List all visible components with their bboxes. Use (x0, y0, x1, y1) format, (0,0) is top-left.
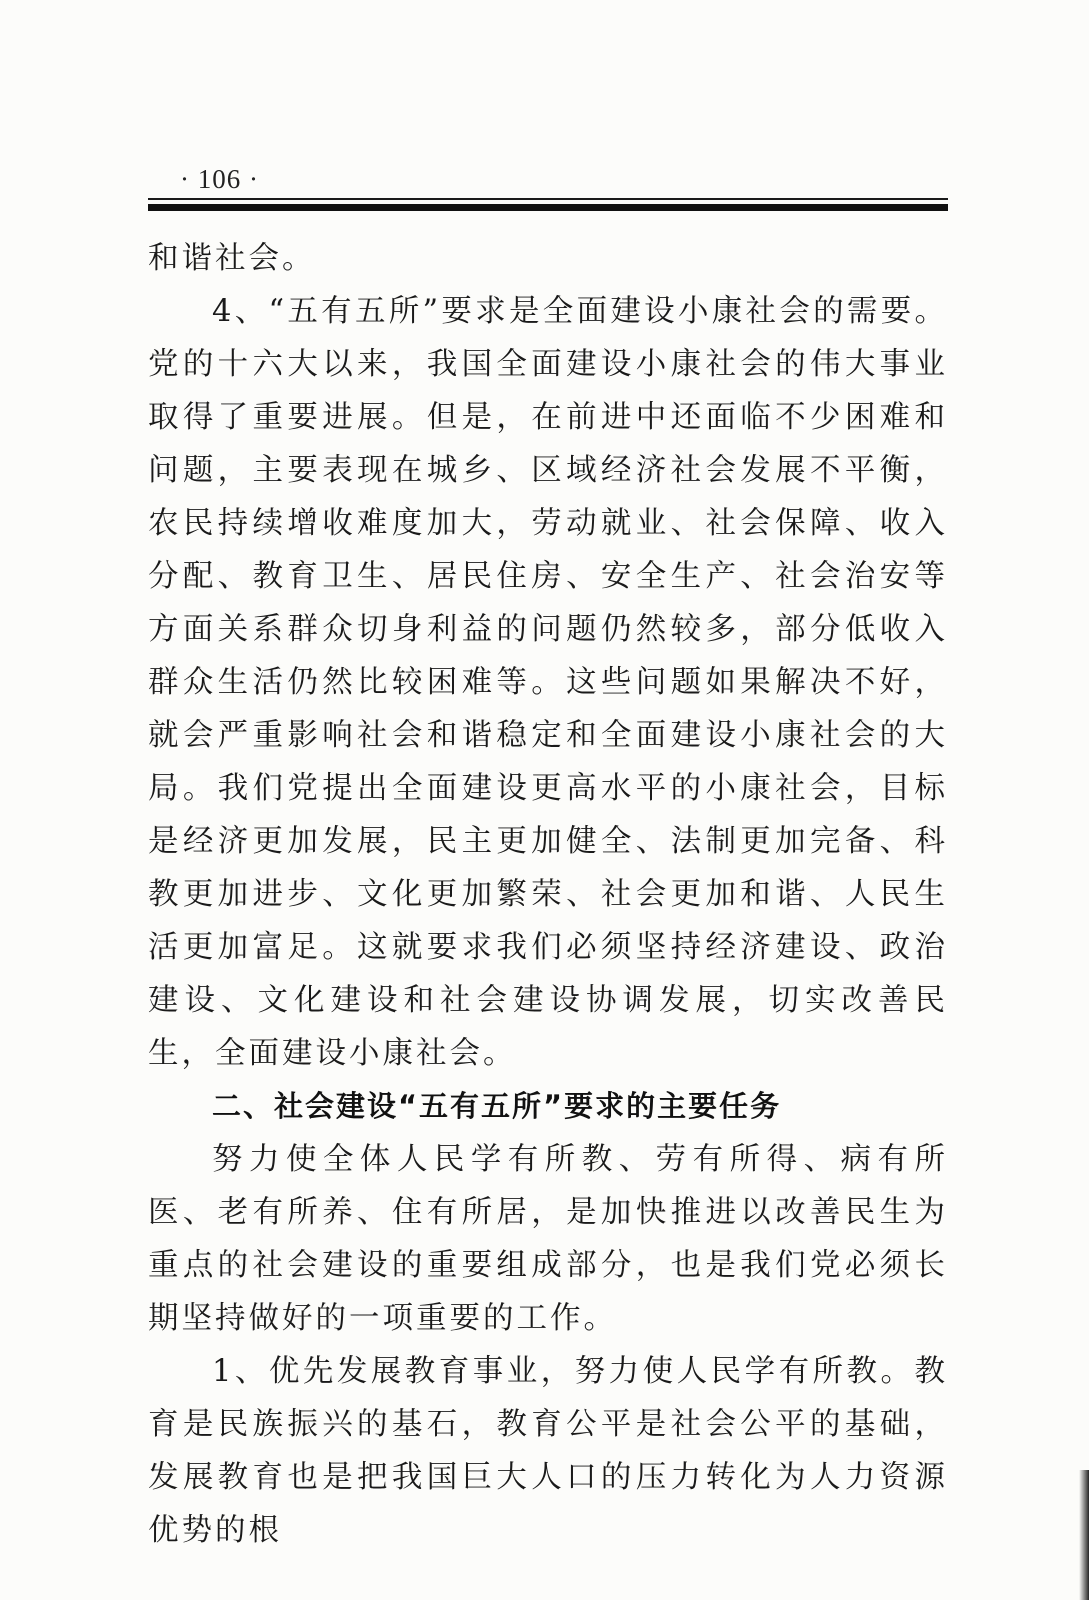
header-rule-thick (148, 204, 948, 211)
paragraph-section-intro: 努力使全体人民学有所教、劳有所得、病有所医、老有所养、住有所居，是加快推进以改善民生为重点的社会建设的重要组成部分，也是我们党必须长期坚持做好的一项重要的工作。 (148, 1142, 948, 1336)
paragraph-point-1: 1、优先发展教育事业，努力使人民学有所教。教育是民族振兴的基石，教育公平是社会公平的基础，发展教育也是把我国巨大人口的压力转化为人力资源优势的根 (148, 1354, 948, 1548)
body-text (148, 232, 948, 1557)
scan-edge-shadow (1079, 1470, 1089, 1600)
page-number: · 106 · (180, 164, 259, 194)
page-header (148, 160, 948, 216)
header-rule-thin (148, 198, 948, 200)
paragraph-continuation: 和谐社会。 (148, 241, 316, 276)
paragraph-point-4: 4、“五有五所”要求是全面建设小康社会的需要。党的十六大以来，我国全面建设小康社会的伟大事业取得了重要进展。但是，在前进中还面临不少困难和问题，主要表现在城乡、区域经济社会发展不平衡，农民持续增收难度加大，劳动就业、社会保障、收入分配、教育卫生、居民住房、安全生产、社会治安等方面关系群众切身利益的问题仍然较多，部分低收入群众生活仍然比较困难等。这些问题如果解决不好，就会严重影响社会和谐稳定和全面建设小康社会的大局。我们党提出全面建设更高水平的小康社会，目标是经济更加发展，民主更加健全、法制更加完备、科教更加进步、文化更加繁荣、社会更加和谐、人民生活更加富足。这就要求我们必须坚持经济建设、政治建设、文化建设和社会建设协调发展，切实改善民生，全面建设小康社会。 (148, 294, 948, 1071)
section-heading: 二、社会建设“五有五所”要求的主要任务 (212, 1089, 782, 1123)
